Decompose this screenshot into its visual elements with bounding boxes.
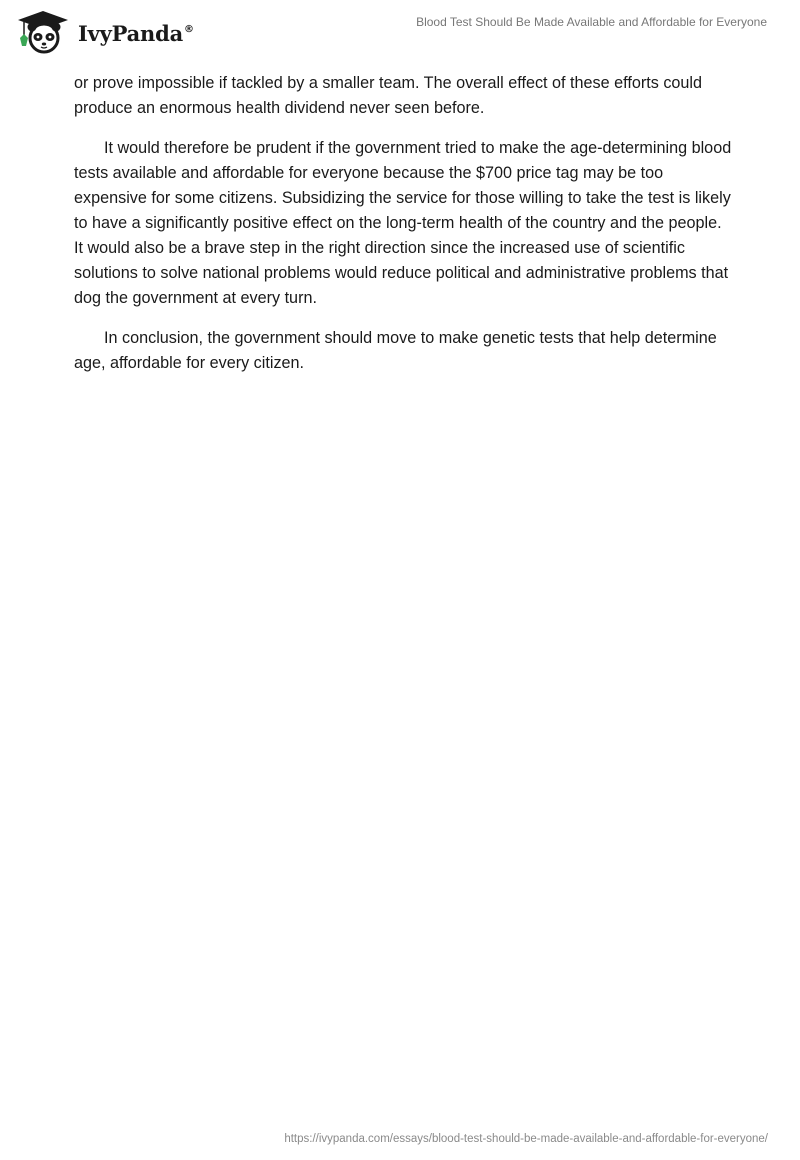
paragraph-continued: or prove impossible if tackled by a smaller team. The overall effect of these efforts could produce an enormous health dividend never seen before. xyxy=(74,74,703,117)
ivypanda-logo[interactable] xyxy=(14,8,194,56)
paragraph: It would therefore be prudent if the government tried to make the age-determining blood tests available and affordable for everyone because the $700 price tag may be too expensive for some citizens. Subsidizing the service for those willing to take the test is likely to have a significantly positive effect on the long-term health of the country and the people. It would also be a brave step in the right direction since the increased use of scientific solutions to solve national problems would reduce political and administrative problems that dog the government at every turn. xyxy=(74,139,732,307)
paragraph-conclusion: In conclusion, the government should move to make genetic tests that help determine age, affordable for every citizen. xyxy=(74,329,717,372)
logo-text: IvyPanda xyxy=(78,20,184,46)
source-url[interactable]: https://ivypanda.com/essays/blood-test-should-be-made-available-and-affordable-for-everyone/ xyxy=(284,1133,768,1145)
panda-graduation-cap-icon xyxy=(14,8,72,56)
essay-body xyxy=(74,71,734,391)
running-title: Blood Test Should Be Made Available and Affordable for Everyone xyxy=(416,15,767,29)
logo-wordmark xyxy=(78,21,194,46)
registered-mark: ® xyxy=(184,23,194,35)
page-header xyxy=(0,0,800,64)
